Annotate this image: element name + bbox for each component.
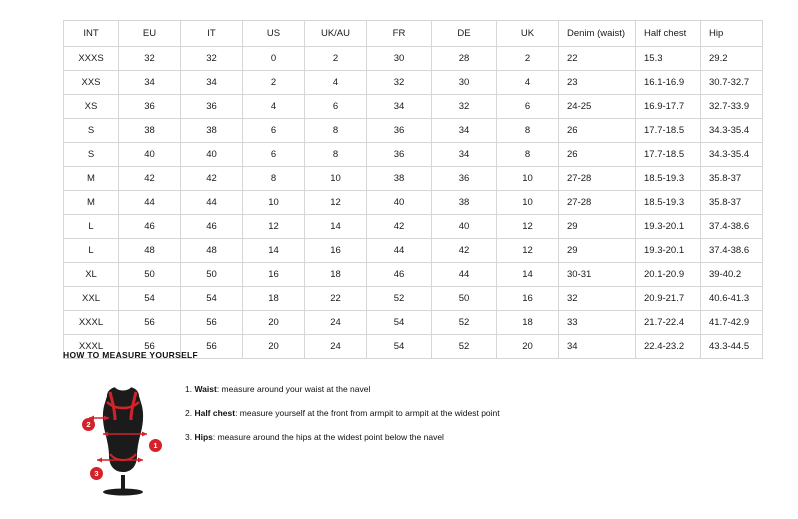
table-cell: 48 bbox=[181, 239, 243, 263]
table-cell: 52 bbox=[367, 287, 432, 311]
table-cell: 10 bbox=[305, 167, 367, 191]
table-cell: 34 bbox=[367, 95, 432, 119]
table-cell: 27-28 bbox=[559, 167, 636, 191]
table-cell: 18 bbox=[305, 263, 367, 287]
table-cell: 41.7-42.9 bbox=[701, 311, 763, 335]
table-cell: 54 bbox=[367, 311, 432, 335]
table-cell: 6 bbox=[243, 119, 305, 143]
table-cell: 40.6-41.3 bbox=[701, 287, 763, 311]
table-cell: 32 bbox=[367, 71, 432, 95]
table-cell: 50 bbox=[119, 263, 181, 287]
how-to-measure-section bbox=[63, 350, 743, 497]
table-cell: 44 bbox=[181, 191, 243, 215]
table-cell: 38 bbox=[367, 167, 432, 191]
table-cell: 30-31 bbox=[559, 263, 636, 287]
table-cell: 8 bbox=[497, 119, 559, 143]
table-cell: 26 bbox=[559, 143, 636, 167]
table-row bbox=[64, 47, 763, 71]
table-cell: 44 bbox=[432, 263, 497, 287]
table-cell: 17.7-18.5 bbox=[636, 119, 701, 143]
table-cell: XXL bbox=[64, 287, 119, 311]
table-cell: 8 bbox=[305, 119, 367, 143]
table-cell: 33 bbox=[559, 311, 636, 335]
table-cell: 30.7-32.7 bbox=[701, 71, 763, 95]
table-cell: 42 bbox=[181, 167, 243, 191]
table-header-cell: US bbox=[243, 21, 305, 47]
table-cell: 20 bbox=[243, 335, 305, 359]
table-row bbox=[64, 167, 763, 191]
table-cell: 18 bbox=[497, 311, 559, 335]
table-cell: L bbox=[64, 215, 119, 239]
table-cell: 36 bbox=[432, 167, 497, 191]
table-cell: 40 bbox=[432, 215, 497, 239]
table-cell: 56 bbox=[119, 335, 181, 359]
table-header-cell: EU bbox=[119, 21, 181, 47]
table-cell: 14 bbox=[497, 263, 559, 287]
table-cell: 18 bbox=[243, 287, 305, 311]
table-cell: 16.1-16.9 bbox=[636, 71, 701, 95]
table-cell: 19.3-20.1 bbox=[636, 239, 701, 263]
table-cell: 34 bbox=[432, 119, 497, 143]
table-cell: M bbox=[64, 191, 119, 215]
table-cell: 48 bbox=[119, 239, 181, 263]
table-cell: 29.2 bbox=[701, 47, 763, 71]
table-cell: 20 bbox=[243, 311, 305, 335]
table-row bbox=[64, 239, 763, 263]
measure-badge-2: 2 bbox=[82, 418, 95, 431]
measure-badge-1: 1 bbox=[149, 439, 162, 452]
table-cell: 32 bbox=[432, 95, 497, 119]
table-cell: 4 bbox=[497, 71, 559, 95]
measure-badge-3: 3 bbox=[90, 467, 103, 480]
measure-step: 3. Hips: measure around the hips at the widest point below the navel bbox=[185, 432, 444, 443]
table-cell: 22 bbox=[559, 47, 636, 71]
table-cell: 36 bbox=[367, 119, 432, 143]
table-header-cell: Denim (waist) bbox=[559, 21, 636, 47]
table-cell: 21.7-22.4 bbox=[636, 311, 701, 335]
table-cell: 44 bbox=[367, 239, 432, 263]
table-cell: 8 bbox=[305, 143, 367, 167]
table-cell: 24 bbox=[305, 311, 367, 335]
table-cell: 20.1-20.9 bbox=[636, 263, 701, 287]
table-cell: 22.4-23.2 bbox=[636, 335, 701, 359]
table-row bbox=[64, 263, 763, 287]
table-cell: 12 bbox=[243, 215, 305, 239]
table-cell: 56 bbox=[181, 335, 243, 359]
size-table-body bbox=[64, 47, 763, 359]
table-cell: 16 bbox=[305, 239, 367, 263]
table-cell: 32.7-33.9 bbox=[701, 95, 763, 119]
table-header-cell: DE bbox=[432, 21, 497, 47]
table-cell: 34 bbox=[119, 71, 181, 95]
table-cell: 46 bbox=[119, 215, 181, 239]
table-cell: 10 bbox=[497, 167, 559, 191]
table-cell: XXXL bbox=[64, 335, 119, 359]
table-cell: 32 bbox=[119, 47, 181, 71]
table-cell: 24-25 bbox=[559, 95, 636, 119]
table-cell: 34 bbox=[559, 335, 636, 359]
table-cell: 40 bbox=[181, 143, 243, 167]
table-cell: 18.5-19.3 bbox=[636, 191, 701, 215]
table-cell: 4 bbox=[243, 95, 305, 119]
how-to-measure-body bbox=[63, 372, 743, 497]
table-row bbox=[64, 287, 763, 311]
table-cell: 50 bbox=[432, 287, 497, 311]
table-cell: 52 bbox=[432, 311, 497, 335]
table-row bbox=[64, 311, 763, 335]
table-cell: 27-28 bbox=[559, 191, 636, 215]
table-cell: 42 bbox=[367, 215, 432, 239]
table-header-cell: FR bbox=[367, 21, 432, 47]
table-cell: 36 bbox=[119, 95, 181, 119]
mannequin-figure bbox=[63, 372, 173, 497]
table-cell: 17.7-18.5 bbox=[636, 143, 701, 167]
table-cell: 36 bbox=[181, 95, 243, 119]
table-cell: S bbox=[64, 143, 119, 167]
table-cell: S bbox=[64, 119, 119, 143]
table-cell: 38 bbox=[432, 191, 497, 215]
table-cell: 28 bbox=[432, 47, 497, 71]
table-cell: 16 bbox=[497, 287, 559, 311]
table-cell: 19.3-20.1 bbox=[636, 215, 701, 239]
table-cell: 32 bbox=[559, 287, 636, 311]
table-cell: 37.4-38.6 bbox=[701, 239, 763, 263]
table-header-cell: UK bbox=[497, 21, 559, 47]
table-cell: 37.4-38.6 bbox=[701, 215, 763, 239]
table-cell: 26 bbox=[559, 119, 636, 143]
table-cell: 56 bbox=[119, 311, 181, 335]
table-cell: 18.5-19.3 bbox=[636, 167, 701, 191]
table-cell: 46 bbox=[367, 263, 432, 287]
table-cell: 0 bbox=[243, 47, 305, 71]
table-cell: 38 bbox=[181, 119, 243, 143]
table-cell: 20.9-21.7 bbox=[636, 287, 701, 311]
table-cell: 16 bbox=[243, 263, 305, 287]
table-cell: 54 bbox=[367, 335, 432, 359]
table-row bbox=[64, 191, 763, 215]
table-cell: 16.9-17.7 bbox=[636, 95, 701, 119]
table-cell: 39-40.2 bbox=[701, 263, 763, 287]
table-cell: 54 bbox=[119, 287, 181, 311]
table-cell: 2 bbox=[497, 47, 559, 71]
table-row bbox=[64, 95, 763, 119]
table-cell: 29 bbox=[559, 239, 636, 263]
table-cell: 6 bbox=[305, 95, 367, 119]
table-cell: 29 bbox=[559, 215, 636, 239]
table-cell: 24 bbox=[305, 335, 367, 359]
table-header-row bbox=[64, 21, 763, 47]
table-cell: 15.3 bbox=[636, 47, 701, 71]
table-cell: 40 bbox=[119, 143, 181, 167]
size-table bbox=[63, 20, 763, 359]
table-header-cell: Half chest bbox=[636, 21, 701, 47]
table-cell: 34.3-35.4 bbox=[701, 143, 763, 167]
table-cell: 8 bbox=[243, 167, 305, 191]
table-cell: XXXL bbox=[64, 311, 119, 335]
table-cell: 34.3-35.4 bbox=[701, 119, 763, 143]
table-cell: 46 bbox=[181, 215, 243, 239]
table-row bbox=[64, 119, 763, 143]
table-cell: 42 bbox=[432, 239, 497, 263]
table-cell: 14 bbox=[243, 239, 305, 263]
table-row bbox=[64, 143, 763, 167]
table-cell: 10 bbox=[243, 191, 305, 215]
table-cell: 35.8-37 bbox=[701, 191, 763, 215]
table-header-cell: Hip bbox=[701, 21, 763, 47]
table-cell: XS bbox=[64, 95, 119, 119]
size-table-head bbox=[64, 21, 763, 47]
mannequin-illustration bbox=[63, 372, 173, 497]
table-cell: XXS bbox=[64, 71, 119, 95]
table-header-cell: UK/AU bbox=[305, 21, 367, 47]
table-cell: L bbox=[64, 239, 119, 263]
table-cell: 12 bbox=[497, 215, 559, 239]
table-row bbox=[64, 215, 763, 239]
measure-step: 2. Half chest: measure yourself at the front from armpit to armpit at the widest point bbox=[185, 408, 500, 419]
table-cell: 43.3-44.5 bbox=[701, 335, 763, 359]
size-table-container bbox=[63, 20, 750, 359]
table-cell: 12 bbox=[497, 239, 559, 263]
table-cell: 22 bbox=[305, 287, 367, 311]
table-cell: 35.8-37 bbox=[701, 167, 763, 191]
table-cell: 20 bbox=[497, 335, 559, 359]
table-cell: 42 bbox=[119, 167, 181, 191]
table-cell: XL bbox=[64, 263, 119, 287]
table-cell: 34 bbox=[181, 71, 243, 95]
table-cell: 36 bbox=[367, 143, 432, 167]
table-cell: 6 bbox=[243, 143, 305, 167]
table-cell: 44 bbox=[119, 191, 181, 215]
measure-step: 1. Waist: measure around your waist at the navel bbox=[185, 384, 371, 394]
table-cell: XXXS bbox=[64, 47, 119, 71]
table-cell: M bbox=[64, 167, 119, 191]
table-cell: 38 bbox=[119, 119, 181, 143]
table-header-cell: IT bbox=[181, 21, 243, 47]
table-cell: 8 bbox=[497, 143, 559, 167]
table-cell: 40 bbox=[367, 191, 432, 215]
table-header-cell: INT bbox=[64, 21, 119, 47]
table-cell: 56 bbox=[181, 311, 243, 335]
table-cell: 4 bbox=[305, 71, 367, 95]
table-cell: 32 bbox=[181, 47, 243, 71]
how-to-measure-title: HOW TO MEASURE YOURSELF bbox=[63, 350, 199, 360]
table-cell: 12 bbox=[305, 191, 367, 215]
table-cell: 23 bbox=[559, 71, 636, 95]
table-cell: 54 bbox=[181, 287, 243, 311]
table-cell: 30 bbox=[432, 71, 497, 95]
table-cell: 6 bbox=[497, 95, 559, 119]
table-cell: 2 bbox=[243, 71, 305, 95]
table-cell: 30 bbox=[367, 47, 432, 71]
table-cell: 14 bbox=[305, 215, 367, 239]
table-row bbox=[64, 71, 763, 95]
table-cell: 10 bbox=[497, 191, 559, 215]
table-cell: 52 bbox=[432, 335, 497, 359]
table-cell: 34 bbox=[432, 143, 497, 167]
table-cell: 50 bbox=[181, 263, 243, 287]
measure-steps bbox=[185, 372, 500, 457]
table-cell: 2 bbox=[305, 47, 367, 71]
